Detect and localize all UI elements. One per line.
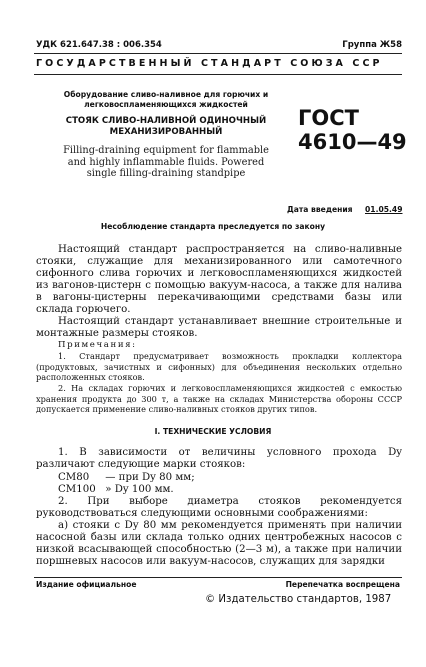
reprint-notice: Перепечатка воспрещена	[285, 580, 400, 589]
copyright-line: © Издательство стандартов, 1987	[205, 594, 392, 605]
scope-paragraph: Настоящий стандарт распространяется на сливо-наливные стояки, служащие для механизированного или самотечного сифонного слива горючих и легковоспламеняющихся жидкостей из вагонов-цистерн с помощью вакуум-насоса, а также для налива в вагоны-цистерны перекачивающими средствами базы или склада горючего.	[36, 244, 402, 315]
legal-warning: Несоблюдение стандарта преследуется по закону	[100, 222, 326, 231]
gost-designation	[298, 106, 407, 154]
header-rule	[34, 74, 402, 75]
footer-rule	[34, 577, 402, 578]
note-2: 2. На складах горючих и легковоспламеняющихся жидкостей с емкостью хранения продукта до 300 т, а также на складах Министерства обороны СССР допускается применение сливо-наливных стояков других типов.	[36, 383, 402, 414]
grade-text: — при Dy 80 мм;	[105, 472, 195, 483]
date-label: Дата введения	[287, 205, 353, 214]
grade-text: » Dy 100 мм.	[105, 484, 174, 495]
state-standard-heading: ГОСУДАРСТВЕННЫЙ СТАНДАРТ СОЮЗА ССР	[36, 58, 383, 69]
grade-row	[58, 472, 195, 483]
date-value: 01.05.49	[365, 205, 403, 214]
english-title: Filling-draining equipment for flammable and highly inflammable fluids. Powered single filling-draining standpipe	[63, 145, 269, 179]
equipment-line: Оборудование сливо-наливное для горючих и легковоспламеняющихся жидкостей	[63, 90, 269, 109]
grade-label: СМ100	[58, 484, 96, 495]
grade-label: СМ80	[58, 472, 90, 483]
item-2a: а) стояки с Dy 80 мм рекомендуется применять при наличии насосной базы или склада только одних центробежных насосов с низкой всасывающей способностью (2—3 м), а также при наличии поршневых насосов или вакуум-насосов, служащих для зарядки	[36, 520, 402, 567]
item-1: 1. В зависимости от величины условного прохода Dy различают следующие марки стояков:	[36, 447, 402, 470]
standard-title: СТОЯК СЛИВО-НАЛИВНОЙ ОДИНОЧНЫЙ МЕХАНИЗИРОВАННЫЙ	[65, 116, 267, 137]
udk-code: УДК 621.647.38 : 006.354	[36, 40, 162, 50]
note-1: 1. Стандарт предусматривает возможность прокладки коллектора (продуктовых, зачистных и сифонных) для объединения нескольких отдельно расположенных стояков.	[36, 351, 402, 382]
gost-number: 4610—49	[298, 130, 407, 154]
notes-title: Примечания:	[58, 340, 137, 350]
grade-row	[58, 484, 174, 495]
top-rule	[34, 53, 402, 54]
item-2: 2. При выборе диаметра стояков рекомендуется руководствоваться следующими основными соображениями:	[36, 496, 402, 519]
gost-label: ГОСТ	[298, 106, 359, 130]
dimensions-paragraph: Настоящий стандарт устанавливает внешние строительные и монтажные размеры стояков.	[36, 316, 402, 339]
group-code: Группа Ж58	[342, 40, 402, 50]
section-heading: I. ТЕХНИЧЕСКИЕ УСЛОВИЯ	[154, 427, 272, 436]
official-edition-label: Издание официальное	[36, 580, 137, 589]
